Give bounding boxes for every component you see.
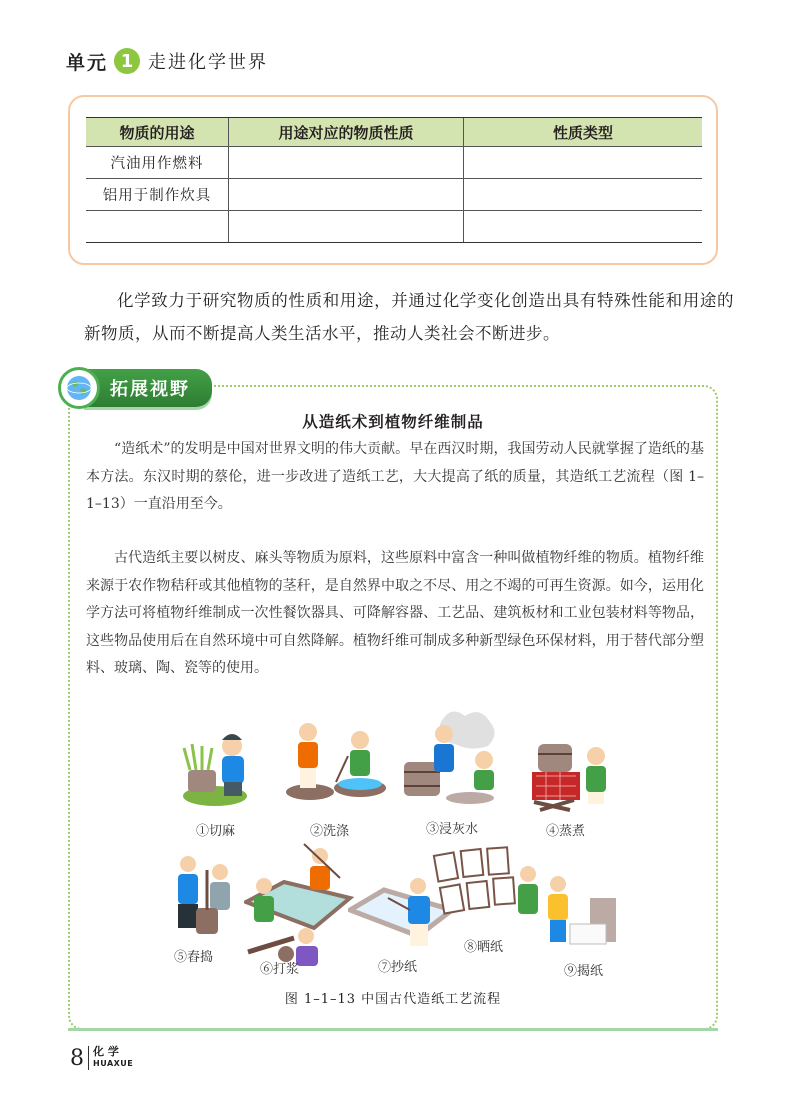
table-header-type: 性质类型	[464, 118, 703, 147]
bottom-rule	[68, 1028, 718, 1031]
extension-heading	[58, 367, 212, 409]
table-header-use: 物质的用途	[86, 118, 229, 147]
article-paragraph: “造纸术”的发明是中国对世界文明的伟大贡献。早在西汉时期，我国劳动人民就掌握了造纸的基本方法。东汉时期的蔡伦，进一步改进了造纸工艺，大大提高了纸的质量，其造纸工艺流程（图 1–1–13）一直沿用至今。	[86, 441, 704, 512]
extension-section-label: 拓展视野	[84, 369, 212, 407]
step-washing-illustration	[280, 710, 390, 814]
step-pounding-illustration	[170, 850, 240, 949]
step-label: ⑤舂捣	[174, 950, 214, 965]
step-label: ③浸灰水	[426, 822, 479, 837]
table-row	[86, 179, 702, 211]
table-cell: 铝用于制作炊具	[86, 179, 229, 211]
table-cell	[464, 179, 703, 211]
step-drying-paper-illustration	[432, 844, 542, 948]
subject-en: HUAXUE	[93, 1059, 134, 1068]
step-label: ⑥打浆	[260, 962, 300, 977]
step-label: ⑧晒纸	[464, 940, 504, 955]
step-label: ⑦抄纸	[378, 960, 418, 975]
step-label: ⑨揭纸	[564, 964, 604, 979]
subject-cn: 化 学	[93, 1045, 119, 1058]
table-header-row	[86, 118, 702, 147]
step-label: ②洗涤	[310, 824, 350, 839]
table-row	[86, 211, 702, 243]
property-table-box	[68, 95, 718, 265]
table-cell	[229, 179, 464, 211]
property-table	[86, 117, 702, 243]
table-cell	[464, 147, 703, 179]
page-number: 8	[70, 1046, 84, 1071]
article-title: 从造纸术到植物纤维制品	[302, 413, 484, 431]
unit-header	[66, 46, 268, 76]
step-cutting-hemp-illustration	[180, 718, 260, 817]
table-cell	[464, 211, 703, 243]
step-label: ④蒸煮	[546, 824, 586, 839]
table-cell: 汽油用作燃料	[86, 147, 229, 179]
table-cell	[229, 211, 464, 243]
figure-caption: 图 1–1–13 中国古代造纸工艺流程	[284, 992, 502, 1007]
globe-icon	[58, 367, 100, 409]
step-beating-pulp-illustration	[244, 842, 354, 976]
article-paragraph: 古代造纸主要以树皮、麻头等物质为原料，这些原料中富含一种叫做植物纤维的物质。植物纤维来源于农作物秸秆或其他植物的茎秆，是自然界中取之不尽、用之不竭的可再生资源。如今，运用化学方法可将植物纤维制成一次性餐饮器具、可降解容器、工艺品、建筑板材和工业包装材料等物品，这些物品使用后在自然环境中可自然降解。植物纤维可制成多种新型绿色环保材料，用于替代部分塑料、玻璃、陶、瓷等的使用。	[86, 550, 704, 676]
step-peeling-paper-illustration	[540, 868, 630, 962]
table-row	[86, 147, 702, 179]
step-label: ①切麻	[196, 824, 236, 839]
step-lime-soaking-illustration	[400, 704, 510, 813]
table-header-property: 用途对应的物质性质	[229, 118, 464, 147]
table-cell	[86, 211, 229, 243]
unit-label: 单元	[66, 51, 109, 74]
papermaking-figure	[160, 718, 640, 980]
intro-paragraph: 化学致力于研究物质的性质和用途，并通过化学变化创造出具有特殊性能和用途的新物质，从而不断提高人类生活水平，推动人类社会不断进步。	[84, 291, 734, 343]
table-cell	[229, 147, 464, 179]
step-steaming-illustration	[530, 714, 620, 818]
unit-number-badge: 1	[114, 48, 140, 74]
unit-title: 走进化学世界	[148, 52, 269, 73]
subject-mark	[88, 1046, 133, 1070]
